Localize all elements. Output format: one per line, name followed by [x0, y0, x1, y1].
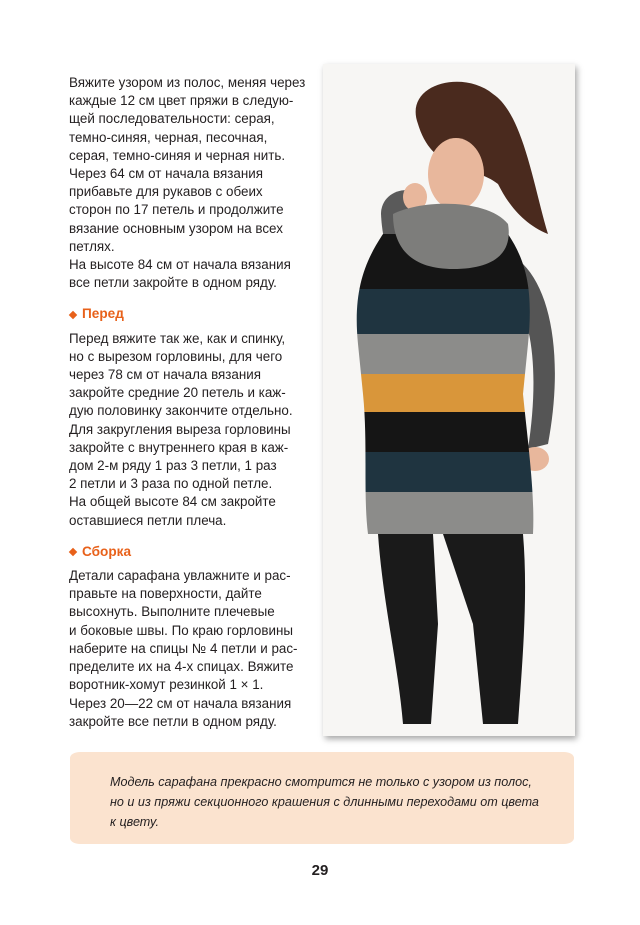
diamond-bullet-icon — [69, 310, 77, 318]
text-line: закройте с внутреннего края в каж- — [69, 439, 289, 455]
text-line: вязание основным узором на всех — [69, 220, 283, 236]
back-section — [69, 74, 309, 292]
text-line: но с вырезом горловины, для чего — [69, 348, 283, 364]
left-leg — [378, 534, 438, 724]
text-line: прибавьте для рукавов с обеих — [69, 184, 263, 200]
text-line: пределите их на 4-х спицах. Вяжите — [69, 659, 294, 675]
model-photo — [323, 64, 575, 736]
text-line: наберите на спицы № 4 петли и рас- — [69, 640, 298, 656]
front-section — [69, 330, 309, 530]
text-line: сторон по 17 петель и продолжите — [69, 202, 284, 218]
note-text — [110, 772, 550, 832]
face-shape — [428, 138, 484, 210]
assembly-heading — [69, 543, 309, 561]
text-line: правьте на поверхности, дайте — [69, 586, 262, 602]
text-line: Через 20—22 см от начала вязания — [69, 695, 292, 711]
front-heading — [69, 305, 309, 323]
assembly-section — [69, 567, 309, 731]
text-line: Детали сарафана увлажните и рас- — [69, 568, 291, 584]
note-line: Модель сарафана прекрасно смотрится не только с узором из полос, — [110, 775, 532, 789]
diamond-bullet-icon — [69, 548, 77, 556]
note-line: но и из пряжи секционного крашения с длинными переходами от цвета — [110, 795, 539, 809]
text-line: все петли закройте в одном ряду. — [69, 275, 277, 291]
right-leg — [443, 534, 525, 724]
text-line: закройте все петли в одном ряду. — [69, 713, 277, 729]
front-heading-label: Перед — [82, 306, 124, 322]
text-line: дую половинку закончите отдельно. — [69, 403, 293, 419]
text-line: 2 петли и 3 раза по одной петле. — [69, 476, 273, 492]
text-line: Для закругления выреза горловины — [69, 421, 291, 437]
text-line: Через 64 см от начала вязания — [69, 166, 263, 182]
text-line: На высоте 84 см от начала вязания — [69, 257, 291, 273]
page-number: 29 — [311, 862, 329, 879]
text-line: Вяжите узором из полос, меняя через — [69, 75, 306, 90]
text-line: закройте средние 20 петель и каж- — [69, 385, 286, 401]
text-line: оставшиеся петли плеча. — [69, 512, 227, 528]
text-line: и боковые швы. По краю горловины — [69, 622, 293, 638]
text-line: щей последовательности: серая, — [69, 111, 275, 127]
assembly-heading-label: Сборка — [82, 543, 132, 559]
model-illustration — [323, 64, 575, 736]
text-line: темно-синяя, черная, песочная, — [69, 129, 268, 145]
text-line: воротник-хомут резинкой 1 × 1. — [69, 677, 264, 693]
text-line: Перед вяжите так же, как и спинку, — [69, 330, 286, 346]
text-line: петлях. — [69, 238, 115, 254]
text-line: дом 2-м ряду 1 раз 3 петли, 1 раз — [69, 458, 277, 474]
instructions-column — [69, 74, 309, 731]
text-line: через 78 см от начала вязания — [69, 367, 262, 383]
text-line: высохнуть. Выполните плечевые — [69, 604, 275, 620]
text-line: На общей высоте 84 см закройте — [69, 494, 276, 510]
text-line: каждые 12 см цвет пряжи в следую- — [69, 93, 294, 109]
text-line: серая, темно-синяя и черная нить. — [69, 147, 286, 163]
note-line: к цвету. — [110, 815, 159, 829]
